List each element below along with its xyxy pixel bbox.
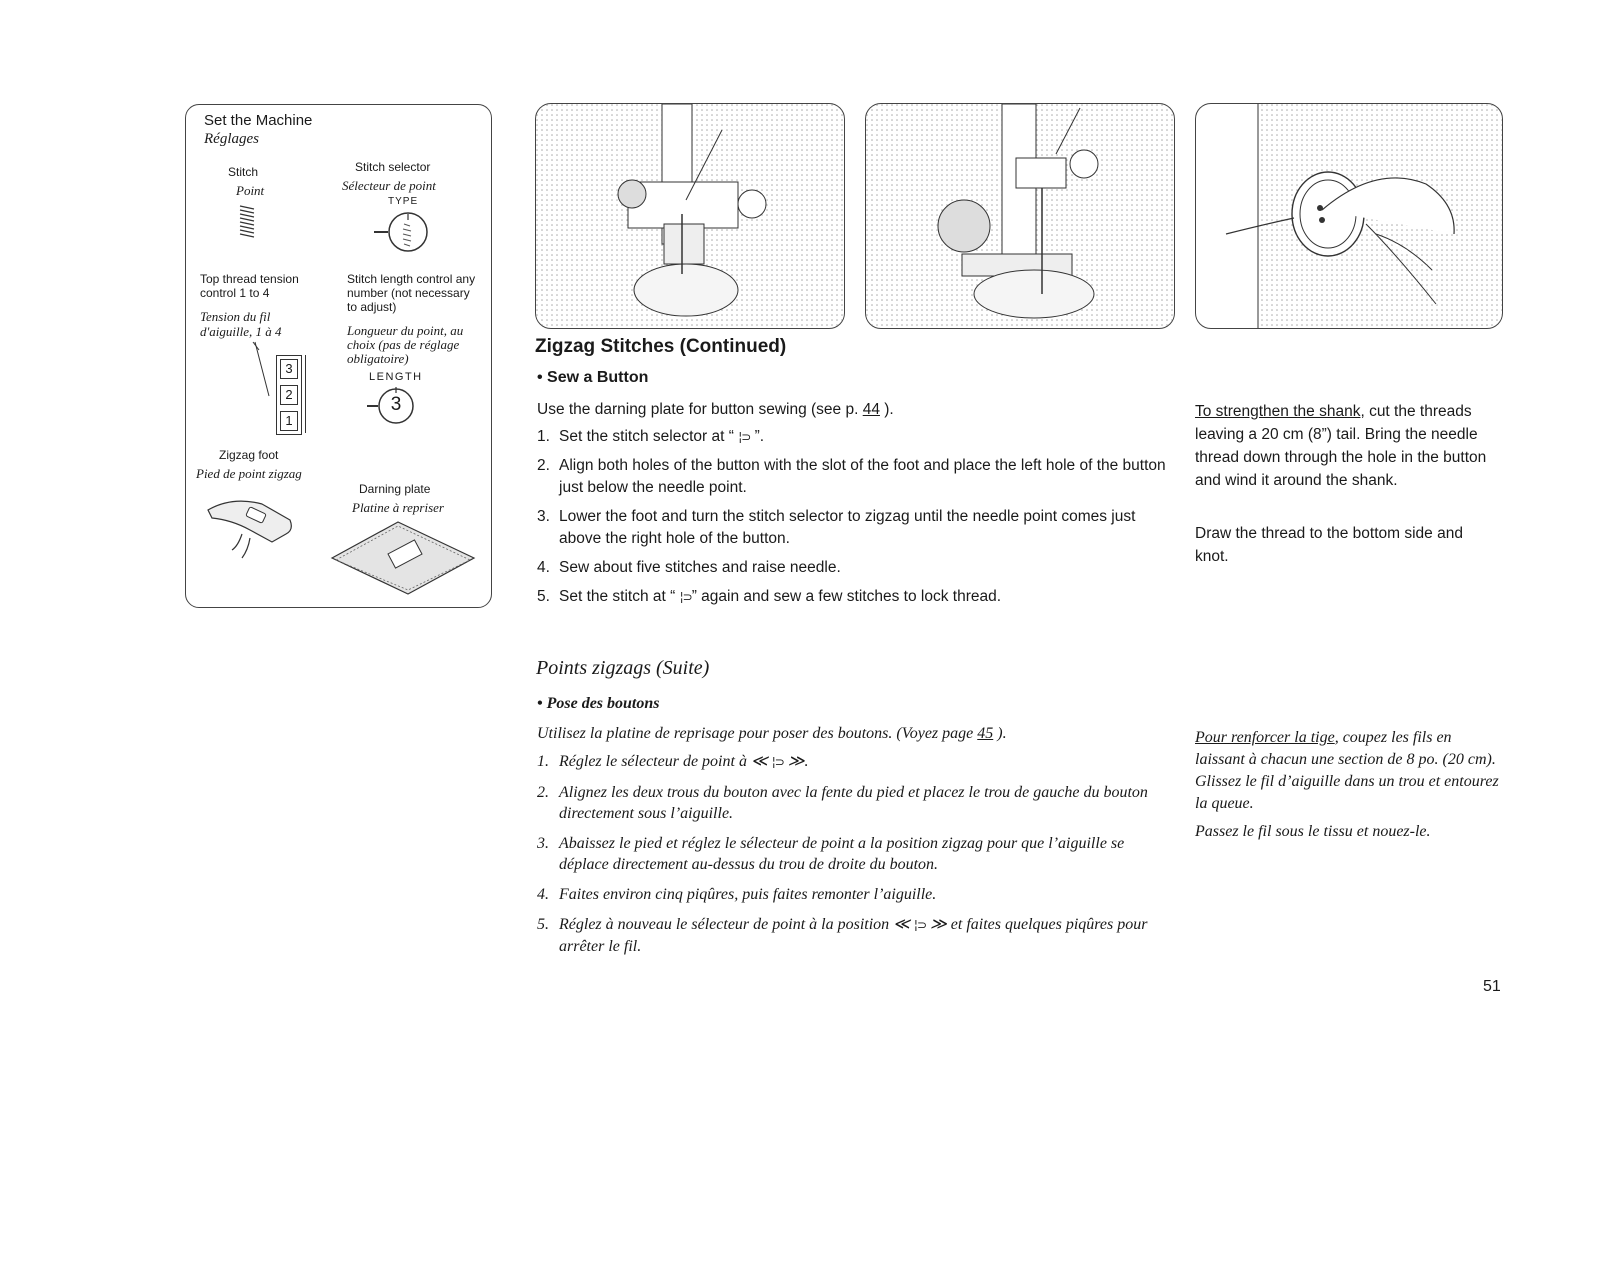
tension-value-3: 3 (280, 359, 298, 379)
english-steps (537, 426, 1177, 615)
length-label-fr: Longueur du point, au choix (pas de réglage obligatoire) (347, 323, 464, 366)
french-steps (537, 751, 1177, 966)
figure-shank (1195, 103, 1503, 329)
french-intro-page-link[interactable]: 45 (977, 725, 994, 742)
zigzag-foot-icon (202, 490, 297, 565)
tension-label-fr: Tension du fil d'aiguille, 1 à 4 (200, 309, 282, 339)
french-side-note-2: Passez le fil sous le tissu et nouez-le. (1195, 823, 1431, 840)
stitch-pattern-icon (238, 204, 256, 238)
selector-label-fr: Sélecteur de point (342, 178, 436, 193)
type-label: TYPE (388, 196, 419, 207)
stitch-position-icon: ¦⊃ (738, 430, 751, 444)
figure-needle-right (865, 103, 1175, 329)
stitch-label: Stitch (228, 165, 259, 179)
english-intro-page-link[interactable]: 44 (862, 401, 880, 418)
plate-label: Darning plate (359, 482, 431, 496)
length-value: 3 (390, 394, 402, 415)
plate-label-fr: Platine à repriser (352, 500, 444, 515)
english-step-2: 2. Align both holes of the button with the slot of the foot and place the left hole of the button just below the needle point. (537, 457, 1166, 496)
french-intro-end: ). (993, 725, 1007, 742)
english-step-4: 4. Sew about five stitches and raise needle. (537, 559, 841, 576)
foot-label: Zigzag foot (219, 448, 279, 462)
strengthen-shank-link: To strengthen the shank (1195, 403, 1361, 420)
french-step-5: 5. Réglez à nouveau le sélecteur de point à la position ≪ ¦⊃ ≫ et faites quelques piqûres pour arrêter le fil. (537, 916, 1148, 955)
length-label-title: LENGTH (369, 371, 423, 383)
stitch-position-icon: ¦⊃ (913, 918, 927, 932)
french-step-2: 2. Alignez les deux trous du bouton avec la fente du pied et placez le trou de gauche du bouton directement sous l’aiguille. (537, 784, 1148, 822)
length-label: Stitch length control any number (not necessary to adjust) (347, 272, 476, 314)
english-subheading: • Sew a Button (537, 369, 649, 386)
french-step-3: 3. Abaissez le pied et réglez le sélecteur de point a la position zigzag pour que l’aiguille se déplace directement au-dessus du trou de droite du bouton. (537, 835, 1125, 873)
english-intro (537, 398, 894, 421)
settings-title: Set the Machine (204, 112, 313, 129)
foot-label-fr: Pied de point zigzag (196, 466, 302, 481)
stitch-position-icon: ¦⊃ (771, 755, 784, 769)
english-step-5: 5. Set the stitch at “ ¦⊃” again and sew a few stitches to lock thread. (537, 588, 1002, 605)
english-step-1: 1. Set the stitch selector at “ ¦⊃ ”. (537, 428, 765, 445)
stitch-selector-dial-icon (370, 208, 432, 256)
darning-plate-icon (328, 518, 478, 596)
tension-value-2: 2 (280, 385, 298, 405)
english-side-note (1195, 400, 1503, 492)
renforcer-tige-link: Pour renforcer la tige (1195, 729, 1335, 746)
english-side-text: , cut the threads leaving a 20 cm (8”) tail. Bring the needle thread down through the hole in the button and wind it around the shank. (1195, 403, 1487, 489)
french-intro (537, 723, 1007, 745)
french-step-4: 4. Faites environ cinq piqûres, puis faites remonter l’aiguille. (537, 886, 937, 903)
stitch-position-icon: ¦⊃ (679, 590, 692, 604)
french-heading: Points zigzags (Suite) (536, 657, 710, 679)
english-side-note-2: Draw the thread to the bottom side and knot. (1195, 525, 1463, 565)
english-heading: Zigzag Stitches (Continued) (535, 336, 787, 357)
french-intro-text: Utilisez la platine de reprisage pour poser des boutons. (Voyez page (537, 725, 978, 742)
tension-pointer-line (253, 340, 271, 400)
english-intro-end: ). (879, 401, 894, 418)
french-step-1: 1. Réglez le sélecteur de point à ≪ ¦⊃ ≫. (537, 753, 809, 770)
page-number: 51 (1483, 978, 1501, 995)
french-subheading: • Pose des boutons (537, 695, 660, 712)
english-step-3: 3. Lower the foot and turn the stitch selector to zigzag until the needle point comes just above the right hole of the button. (537, 508, 1136, 547)
stitch-label-fr: Point (236, 183, 265, 198)
settings-title-fr: Réglages (204, 131, 259, 147)
figure-needle-left (535, 103, 845, 329)
english-intro-text: Use the darning plate for button sewing (see p. (537, 401, 863, 418)
tension-value-1: 1 (280, 411, 298, 431)
french-side-text: , coupez les fils en laissant à chacun une section de 8 po. (20 cm). Glissez le fil d’aiguille dans un trou et entourez la queue. (1195, 729, 1499, 812)
french-side-note (1195, 727, 1503, 815)
tension-dial (276, 355, 302, 435)
tension-label: Top thread tension control 1 to 4 (200, 272, 299, 300)
selector-label: Stitch selector (355, 160, 431, 174)
tension-dial-edge (301, 355, 306, 433)
